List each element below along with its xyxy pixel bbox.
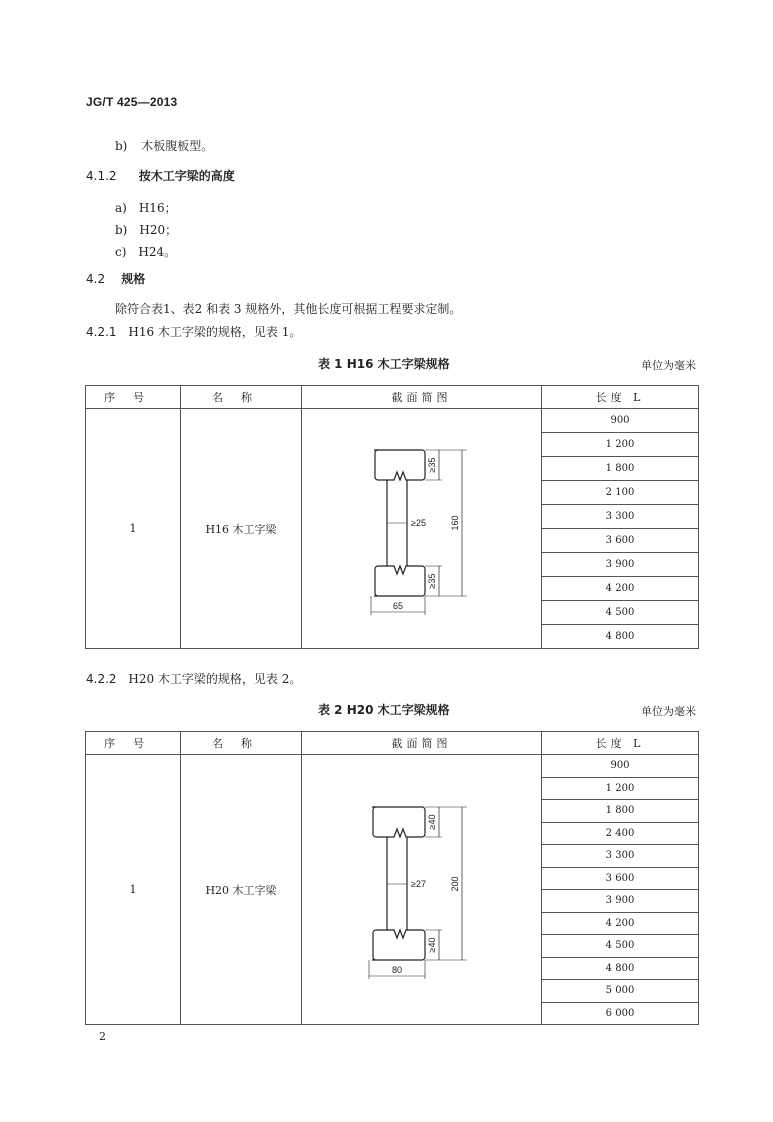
cell-length: 4 500: [542, 601, 699, 625]
table-2-unit: 单位为毫米: [641, 705, 696, 718]
section-title: 规格: [121, 272, 146, 286]
page-number: 2: [99, 1030, 106, 1043]
cell-length: 3 600: [542, 867, 699, 890]
cell-length: 6 000: [542, 1002, 699, 1025]
cell-length: 3 900: [542, 553, 699, 577]
cell-index: 1: [86, 755, 181, 1025]
table-header-row: [86, 732, 699, 755]
list-item: b) H20；: [115, 223, 178, 237]
cell-length: 3 300: [542, 845, 699, 868]
list-item-webplate: [115, 137, 213, 154]
i-beam-section-diagram: [362, 432, 482, 622]
table-1-unit: 单位为毫米: [641, 359, 696, 372]
cell-index: 1: [86, 409, 181, 649]
cell-name: H20 木工字梁: [181, 755, 302, 1025]
table-2: [85, 731, 699, 1025]
cell-length: 4 800: [542, 625, 699, 649]
header-diagram: 截面简图: [302, 386, 542, 409]
svg-text:≥35: ≥35: [426, 457, 437, 473]
svg-text:≥40: ≥40: [426, 937, 437, 953]
table-1-caption: 表 1 H16 木工字梁规格: [318, 357, 450, 371]
svg-text:≥27: ≥27: [410, 879, 426, 889]
list-item: a) H16；: [115, 201, 177, 215]
svg-text:≥35: ≥35: [426, 573, 437, 589]
section-heading-4-1-2: [86, 167, 235, 184]
cell-diagram: [302, 409, 542, 649]
cell-diagram: [302, 755, 542, 1025]
cell-name: H16 木工字梁: [181, 409, 302, 649]
cell-length: 3 300: [542, 505, 699, 529]
table-row: [86, 409, 699, 433]
section-number: 4.2: [86, 272, 106, 286]
svg-text:200: 200: [449, 876, 460, 892]
section-title: 按木工字梁的高度: [138, 169, 235, 183]
header-index: 序号: [86, 732, 181, 755]
svg-text:80: 80: [391, 965, 402, 975]
table-2-caption: 表 2 H20 木工字梁规格: [318, 703, 450, 717]
list-item: c) H24。: [115, 245, 177, 259]
cell-length: 4 200: [542, 912, 699, 935]
cell-length: 1 200: [542, 777, 699, 800]
svg-text:65: 65: [392, 601, 403, 611]
list-marker: b): [115, 139, 128, 153]
height-type-list: [115, 197, 177, 263]
table-1: [85, 385, 699, 649]
header-diagram: 截面简图: [302, 732, 542, 755]
header-length: 长度 L: [542, 732, 699, 755]
header-name: 名称: [181, 732, 302, 755]
section-number: 4.1.2: [86, 169, 117, 183]
cell-length: 2 400: [542, 822, 699, 845]
cell-length: 2 100: [542, 481, 699, 505]
standard-code: JG/T 425—2013: [86, 95, 178, 109]
cell-length: 4 200: [542, 577, 699, 601]
i-beam-section-diagram: [362, 793, 482, 983]
cell-length: 900: [542, 755, 699, 778]
cell-length: 4 500: [542, 935, 699, 958]
cell-length: 900: [542, 409, 699, 433]
section-heading-4-2: [86, 270, 145, 287]
cell-length: 5 000: [542, 980, 699, 1003]
cell-length: 1 200: [542, 433, 699, 457]
svg-text:≥25: ≥25: [410, 518, 426, 528]
svg-text:160: 160: [449, 515, 460, 531]
section-4-2-1: 4.2.1 H16 木工字梁的规格，见表 1。: [86, 325, 302, 339]
header-name: 名称: [181, 386, 302, 409]
cell-length: 1 800: [542, 800, 699, 823]
section-4-2-2: 4.2.2 H20 木工字梁的规格，见表 2。: [86, 672, 302, 686]
header-length: 长度 L: [542, 386, 699, 409]
cell-length: 4 800: [542, 957, 699, 980]
header-index: 序号: [86, 386, 181, 409]
svg-text:≥40: ≥40: [426, 814, 437, 830]
cell-length: 1 800: [542, 457, 699, 481]
paragraph-4-2: 除符合表1、表2 和表 3 规格外，其他长度可根据工程要求定制。: [115, 302, 462, 316]
table-header-row: [86, 386, 699, 409]
cell-length: 3 900: [542, 890, 699, 913]
list-text: 木板腹板型。: [141, 139, 214, 153]
table-row: [86, 755, 699, 778]
cell-length: 3 600: [542, 529, 699, 553]
